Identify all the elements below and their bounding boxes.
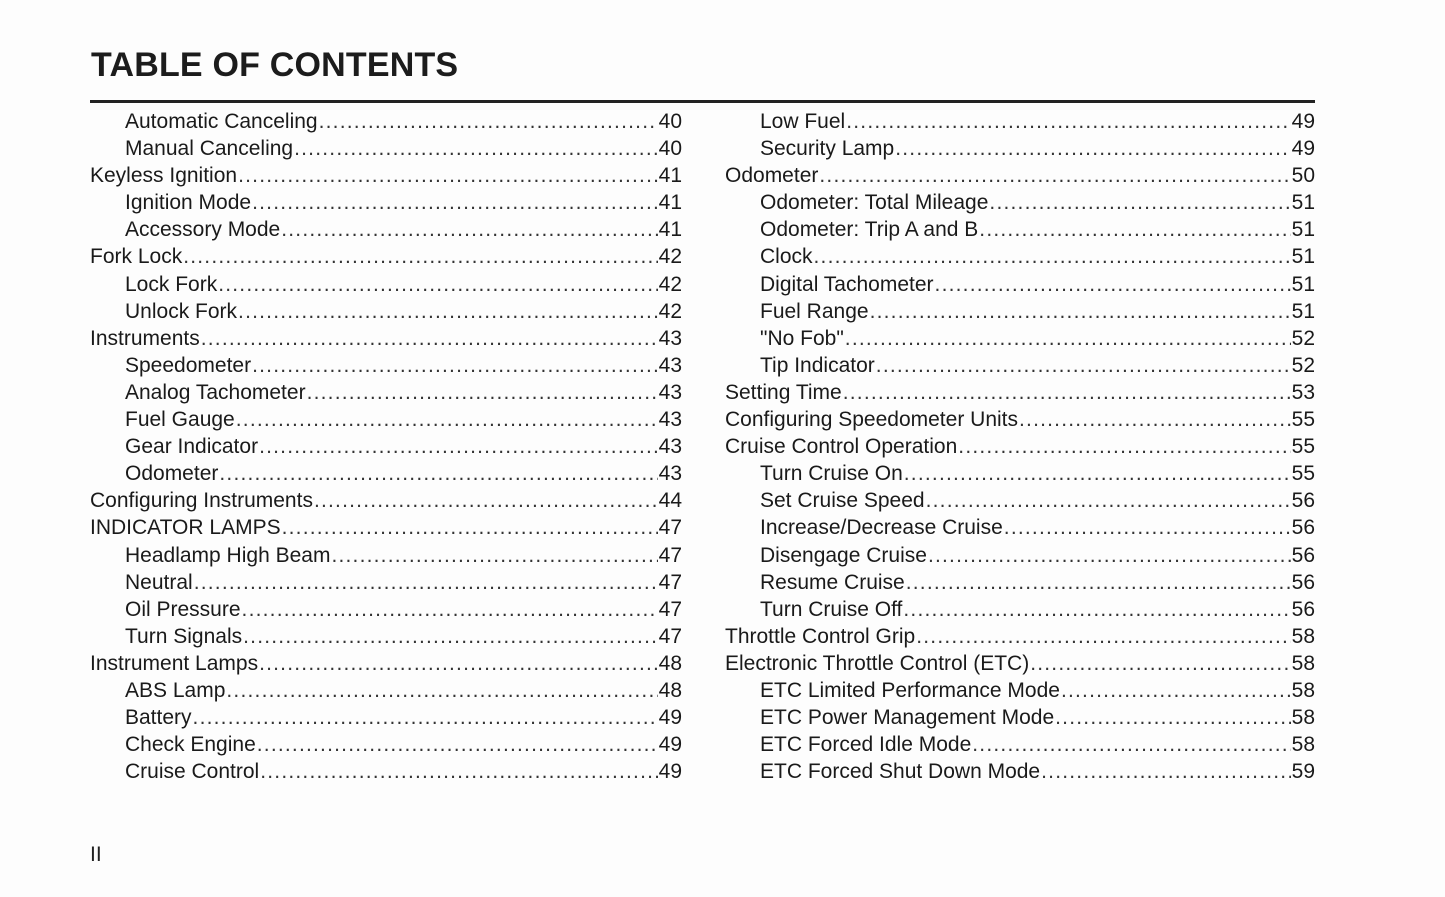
dot-leader (906, 569, 1291, 596)
toc-entry-label: Unlock Fork (125, 299, 238, 323)
dot-leader (218, 271, 657, 298)
toc-entry[interactable] (725, 623, 1315, 650)
toc-entry-label: Accessory Mode (125, 218, 281, 242)
toc-entry[interactable] (725, 162, 1315, 189)
dot-leader (876, 352, 1291, 379)
toc-entry-label: Fuel Range (760, 299, 869, 323)
toc-entry[interactable] (90, 135, 682, 162)
toc-entry-label: ETC Forced Shut Down Mode (760, 760, 1041, 784)
toc-entry[interactable] (90, 108, 682, 135)
dot-leader (183, 243, 657, 270)
toc-entry-page: 56 (1291, 516, 1315, 540)
toc-entry-label: Lock Fork (125, 272, 218, 296)
toc-entry[interactable] (725, 677, 1315, 704)
toc-entry[interactable] (90, 460, 682, 487)
toc-entry-page: 42 (658, 299, 682, 323)
dot-leader (238, 298, 658, 325)
toc-entry[interactable] (90, 758, 682, 785)
toc-entry[interactable] (90, 433, 682, 460)
toc-entry-page: 56 (1291, 543, 1315, 567)
toc-entry-page: 47 (658, 570, 682, 594)
toc-left-column (90, 108, 682, 785)
toc-entry[interactable] (725, 650, 1315, 677)
dot-leader (307, 379, 658, 406)
toc-entry-label: Instruments (90, 326, 200, 350)
toc-entry[interactable] (725, 108, 1315, 135)
dot-leader (226, 677, 657, 704)
toc-entry-page: 47 (658, 516, 682, 540)
toc-entry-label: Keyless Ignition (90, 164, 238, 188)
toc-entry-label: Fork Lock (90, 245, 183, 269)
toc-entry-page: 47 (658, 624, 682, 648)
dot-leader (935, 271, 1291, 298)
toc-entry-page: 52 (1291, 326, 1315, 350)
toc-entry[interactable] (90, 623, 682, 650)
toc-entry-page: 53 (1291, 380, 1315, 404)
toc-entry[interactable] (725, 325, 1315, 352)
title-divider (90, 100, 1315, 103)
dot-leader (926, 487, 1291, 514)
dot-leader (1019, 406, 1291, 433)
toc-entry-page: 49 (1291, 137, 1315, 161)
toc-entry[interactable] (90, 162, 682, 189)
dot-leader (252, 189, 658, 216)
dot-leader (194, 569, 658, 596)
toc-entry-label: Ignition Mode (125, 191, 252, 215)
dot-leader (989, 189, 1290, 216)
toc-entry-page: 55 (1291, 462, 1315, 486)
dot-leader (314, 487, 658, 514)
dot-leader (846, 108, 1290, 135)
toc-entry-page: 43 (658, 435, 682, 459)
toc-entry-label: ETC Forced Idle Mode (760, 733, 972, 757)
toc-entry-page: 49 (658, 706, 682, 730)
toc-entry-label: Battery (125, 706, 192, 730)
toc-entry[interactable] (90, 704, 682, 731)
toc-entry-page: 58 (1291, 678, 1315, 702)
toc-entry-page: 51 (1291, 218, 1315, 242)
toc-entry[interactable] (90, 325, 682, 352)
dot-leader (201, 325, 658, 352)
toc-entry-page: 41 (658, 191, 682, 215)
dot-leader (1030, 650, 1290, 677)
toc-entry-page: 51 (1291, 299, 1315, 323)
toc-entry-label: Resume Cruise (760, 570, 905, 594)
toc-entry-page: 59 (1291, 760, 1315, 784)
toc-entry[interactable] (725, 460, 1315, 487)
dot-leader (916, 623, 1290, 650)
toc-entry-page: 48 (658, 651, 682, 675)
toc-entry[interactable] (725, 352, 1315, 379)
dot-leader (282, 514, 658, 541)
dot-leader (819, 162, 1290, 189)
toc-entry[interactable] (90, 542, 682, 569)
toc-entry[interactable] (90, 677, 682, 704)
toc-entry-page: 58 (1291, 624, 1315, 648)
toc-entry-label: "No Fob" (760, 326, 844, 350)
dot-leader (814, 243, 1291, 270)
toc-entry-page: 43 (658, 408, 682, 432)
toc-entry[interactable] (725, 243, 1315, 270)
dot-leader (319, 108, 658, 135)
toc-entry-page: 49 (1291, 110, 1315, 133)
toc-entry-label: Tip Indicator (760, 353, 875, 377)
toc-entry[interactable] (725, 704, 1315, 731)
toc-entry[interactable] (90, 243, 682, 270)
dot-leader (294, 135, 658, 162)
dot-leader (331, 542, 657, 569)
toc-entry[interactable] (725, 379, 1315, 406)
toc-entry-label: Setting Time (725, 380, 842, 404)
toc-entry[interactable] (90, 352, 682, 379)
toc-entry-label: ABS Lamp (125, 678, 226, 702)
toc-entry-page: 43 (658, 326, 682, 350)
dot-leader (260, 758, 657, 785)
toc-entry-label: ETC Limited Performance Mode (760, 678, 1060, 702)
dot-leader (259, 650, 658, 677)
toc-entry-page: 49 (658, 733, 682, 757)
dot-leader (843, 379, 1291, 406)
toc-entry-label: Odometer: Total Mileage (760, 191, 989, 215)
dot-leader (870, 298, 1291, 325)
toc-entry-page: 42 (658, 245, 682, 269)
toc-entry-label: Speedometer (125, 353, 252, 377)
toc-entry[interactable] (90, 650, 682, 677)
dot-leader (219, 460, 657, 487)
toc-entry-label: Set Cruise Speed (760, 489, 925, 513)
dot-leader (257, 731, 658, 758)
toc-entry-label: Cruise Control Operation (725, 435, 958, 459)
toc-entry-page: 41 (658, 164, 682, 188)
toc-entry[interactable] (90, 298, 682, 325)
toc-entry-page: 41 (658, 218, 682, 242)
dot-leader (281, 216, 657, 243)
dot-leader (972, 731, 1290, 758)
toc-entry-label: Instrument Lamps (90, 651, 259, 675)
toc-entry-page: 56 (1291, 570, 1315, 594)
toc-entry-page: 51 (1291, 272, 1315, 296)
toc-entry-label: Fuel Gauge (125, 408, 235, 432)
toc-entry-label: Analog Tachometer (125, 380, 306, 404)
toc-entry-page: 43 (658, 380, 682, 404)
dot-leader (1004, 514, 1291, 541)
toc-entry[interactable] (725, 433, 1315, 460)
toc-entry[interactable] (90, 731, 682, 758)
dot-leader (845, 325, 1291, 352)
toc-entry[interactable] (725, 542, 1315, 569)
dot-leader (1041, 758, 1291, 785)
dot-leader (904, 460, 1291, 487)
dot-leader (238, 162, 658, 189)
dot-leader (193, 704, 658, 731)
dot-leader (242, 596, 658, 623)
toc-entry-page: 58 (1291, 733, 1315, 757)
dot-leader (1055, 704, 1291, 731)
toc-entry-page: 47 (658, 597, 682, 621)
toc-entry-label: Security Lamp (760, 137, 895, 161)
toc-entry[interactable] (725, 216, 1315, 243)
toc-entry[interactable] (90, 271, 682, 298)
toc-entry-label: Disengage Cruise (760, 543, 927, 567)
toc-entry-page: 43 (658, 353, 682, 377)
toc-entry[interactable] (725, 514, 1315, 541)
toc-entry-page: 51 (1291, 191, 1315, 215)
toc-entry-page: 42 (658, 272, 682, 296)
toc-entry-page: 43 (658, 462, 682, 486)
toc-entry[interactable] (725, 298, 1315, 325)
dot-leader (259, 433, 658, 460)
toc-entry-page: 56 (1291, 489, 1315, 513)
toc-entry-label: Turn Cruise On (760, 462, 903, 486)
toc-entry-page: 56 (1291, 597, 1315, 621)
toc-entry-label: Neutral (125, 570, 193, 594)
dot-leader (1061, 677, 1291, 704)
toc-entry-label: Cruise Control (125, 760, 260, 784)
dot-leader (928, 542, 1291, 569)
toc-entry[interactable] (90, 379, 682, 406)
toc-entry-page: 50 (1291, 164, 1315, 188)
toc-entry[interactable] (90, 487, 682, 514)
toc-entry-label: Clock (760, 245, 813, 269)
toc-entry-label: Odometer: Trip A and B (760, 218, 979, 242)
dot-leader (236, 406, 658, 433)
dot-leader (903, 596, 1290, 623)
toc-entry-page: 51 (1291, 245, 1315, 269)
toc-entry[interactable] (90, 596, 682, 623)
toc-entry-page: 55 (1291, 408, 1315, 432)
toc-entry-page: 55 (1291, 435, 1315, 459)
toc-entry-label: Oil Pressure (125, 597, 241, 621)
toc-entry-page: 58 (1291, 706, 1315, 730)
toc-entry-label: Configuring Speedometer Units (725, 408, 1018, 432)
toc-entry-page: 52 (1291, 353, 1315, 377)
toc-entry-label: Odometer (125, 462, 219, 486)
toc-entry-label: Low Fuel (760, 110, 846, 133)
toc-entry-page: 48 (658, 678, 682, 702)
toc-entry[interactable] (725, 487, 1315, 514)
toc-entry-page: 40 (658, 110, 682, 133)
toc-entry-page: 58 (1291, 651, 1315, 675)
toc-entry[interactable] (90, 216, 682, 243)
toc-entry[interactable] (725, 406, 1315, 433)
toc-entry[interactable] (725, 135, 1315, 162)
toc-entry-label: Manual Canceling (125, 137, 294, 161)
toc-entry[interactable] (725, 271, 1315, 298)
page-title: TABLE OF CONTENTS (91, 46, 459, 84)
toc-entry[interactable] (90, 569, 682, 596)
toc-entry-label: Gear Indicator (125, 435, 259, 459)
toc-entry-label: Automatic Canceling (125, 110, 318, 133)
toc-entry[interactable] (725, 731, 1315, 758)
toc-entry-label: Electronic Throttle Control (ETC) (725, 651, 1030, 675)
toc-entry-label: Odometer (725, 164, 819, 188)
toc-entry-page: 44 (658, 489, 682, 513)
toc-entry-label: Throttle Control Grip (725, 624, 916, 648)
dot-leader (895, 135, 1290, 162)
dot-leader (243, 623, 658, 650)
toc-entry[interactable] (90, 406, 682, 433)
toc-entry[interactable] (725, 189, 1315, 216)
dot-leader (252, 352, 658, 379)
toc-entry-label: Digital Tachometer (760, 272, 934, 296)
toc-entry-label: Turn Signals (125, 624, 243, 648)
toc-entry-page: 40 (658, 137, 682, 161)
toc-entry-page: 47 (658, 543, 682, 567)
toc-entry-label: Turn Cruise Off (760, 597, 903, 621)
toc-entry-page: 49 (658, 760, 682, 784)
toc-entry[interactable] (725, 569, 1315, 596)
toc-entry[interactable] (90, 189, 682, 216)
page-number: II (90, 843, 102, 866)
dot-leader (979, 216, 1290, 243)
dot-leader (958, 433, 1290, 460)
toc-entry-label: Headlamp High Beam (125, 543, 331, 567)
toc-entry[interactable] (725, 758, 1315, 785)
toc-entry-label: Check Engine (125, 733, 256, 757)
toc-entry-label: ETC Power Management Mode (760, 706, 1055, 730)
toc-right-column (725, 108, 1315, 785)
toc-entry[interactable] (725, 596, 1315, 623)
toc-entry-label: Configuring Instruments (90, 489, 313, 513)
toc-entry[interactable] (90, 514, 682, 541)
toc-entry-label: Increase/Decrease Cruise (760, 516, 1003, 540)
toc-entry-label: INDICATOR LAMPS (90, 516, 281, 540)
